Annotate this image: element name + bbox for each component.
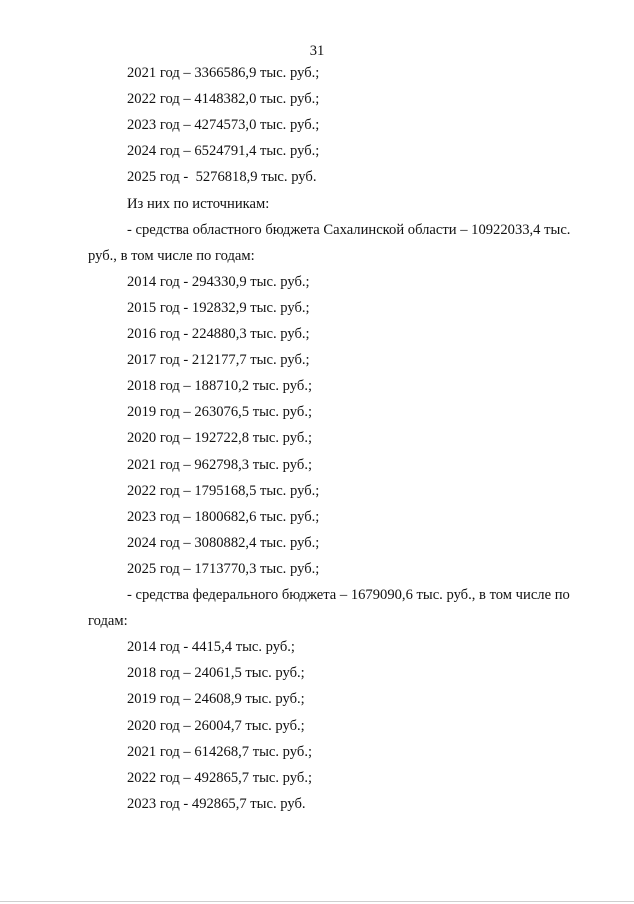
text-line: 2022 год – 1795168,5 тыс. руб.; <box>127 482 320 499</box>
text-line: руб., в том числе по годам: <box>88 247 255 264</box>
text-line: 2022 год – 4148382,0 тыс. руб.; <box>127 91 320 108</box>
text-line: 2020 год – 26004,7 тыс. руб.; <box>127 717 305 734</box>
text-line: 2015 год - 192832,9 тыс. руб.; <box>127 299 310 316</box>
text-line: 2018 год – 188710,2 тыс. руб.; <box>127 378 313 395</box>
text-line: 2014 год - 294330,9 тыс. руб.; <box>127 273 310 290</box>
text-line: 2021 год – 3366586,9 тыс. руб.; <box>127 65 320 81</box>
text-line: 2025 год - 5276818,9 тыс. руб. <box>127 169 317 186</box>
text-line: 2024 год – 3080882,4 тыс. руб.; <box>127 534 320 551</box>
text-line: 2020 год – 192722,8 тыс. руб.; <box>127 430 313 447</box>
text-line: - средства федерального бюджета – 1679090,6 тыс. руб., в том числе по <box>127 587 570 603</box>
text-line: - средства областного бюджета Сахалинской области – 10922033,4 тыс. <box>127 221 571 238</box>
text-line: 2021 год – 962798,3 тыс. руб.; <box>127 456 313 473</box>
text-line: Из них по источникам: <box>127 195 270 212</box>
text-line: 2019 год – 263076,5 тыс. руб.; <box>127 404 313 421</box>
text-line: 2022 год – 492865,7 тыс. руб.; <box>127 769 313 786</box>
text-line: 2016 год - 224880,3 тыс. руб.; <box>127 326 310 342</box>
text-line: 2018 год – 24061,5 тыс. руб.; <box>127 665 305 682</box>
text-line: 2025 год – 1713770,3 тыс. руб.; <box>127 560 320 577</box>
text-line: 2024 год – 6524791,4 тыс. руб.; <box>127 143 320 160</box>
text-line: 2023 год – 4274573,0 тыс. руб.; <box>127 117 320 134</box>
text-line: 2017 год - 212177,7 тыс. руб.; <box>127 352 310 369</box>
text-line: 2021 год – 614268,7 тыс. руб.; <box>127 743 313 760</box>
scan-edge-line <box>0 901 634 902</box>
text-line: 2019 год – 24608,9 тыс. руб.; <box>127 691 305 708</box>
text-line: 2023 год - 492865,7 тыс. руб. <box>127 795 306 812</box>
text-line: 2023 год – 1800682,6 тыс. руб.; <box>127 508 320 525</box>
text-line: 2014 год - 4415,4 тыс. руб.; <box>127 639 295 656</box>
page-number: 31 <box>309 43 325 59</box>
text-line: годам: <box>88 613 128 630</box>
